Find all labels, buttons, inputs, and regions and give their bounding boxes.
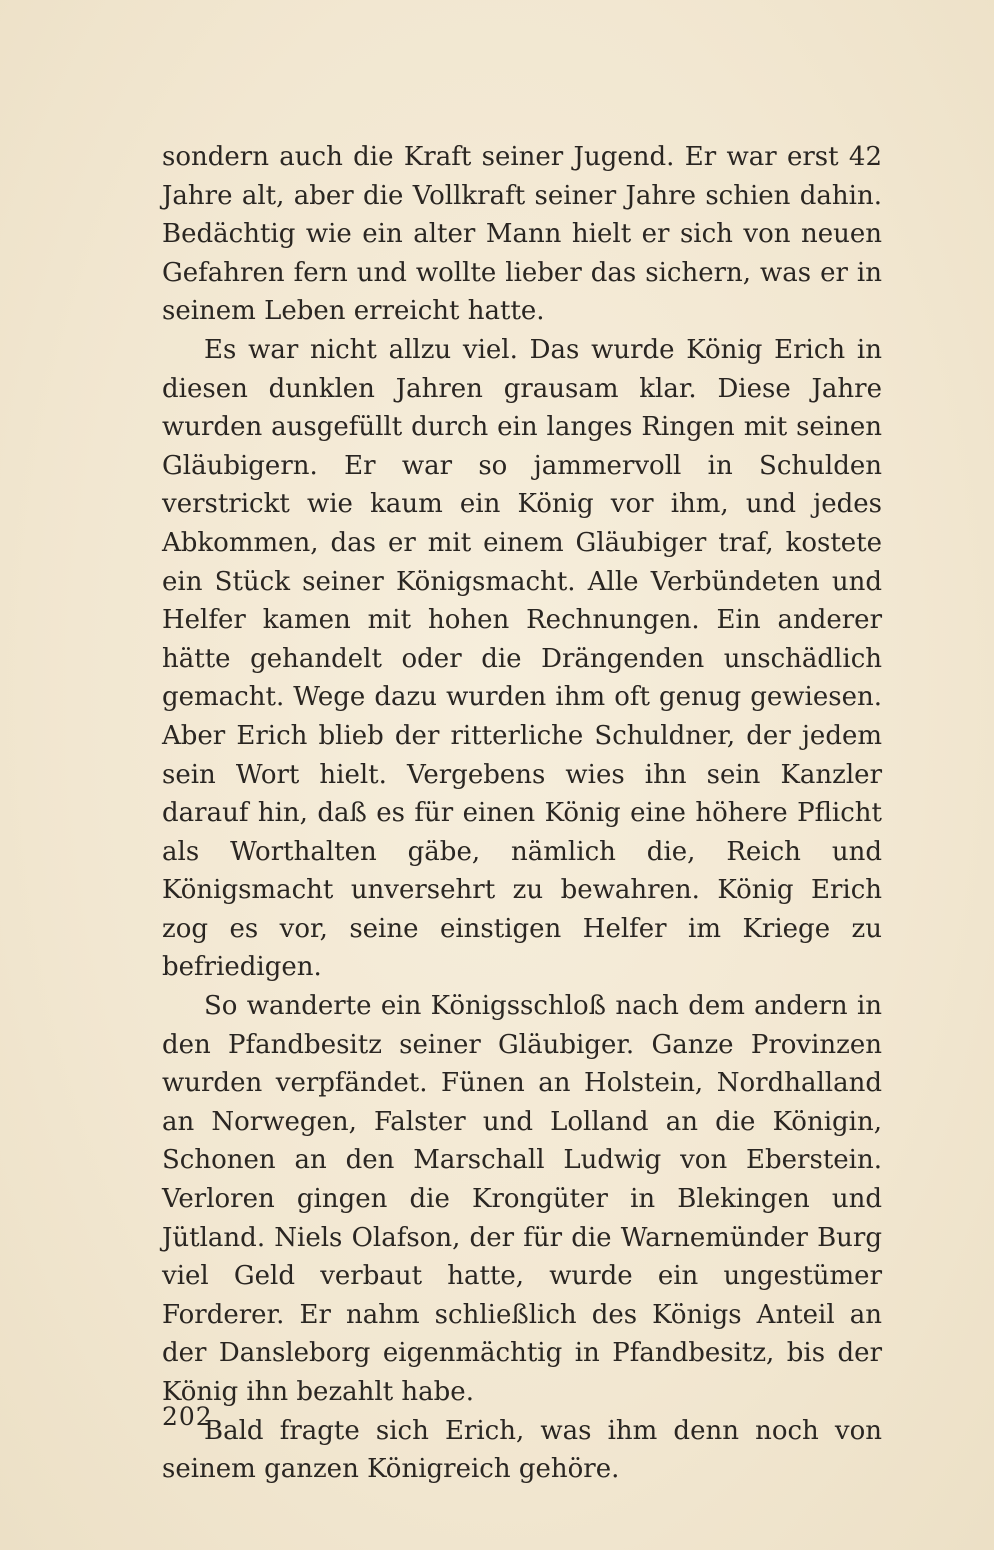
paragraph-1: sondern auch die Kraft seiner Jugend. Er war erst 42 Jahre alt, aber die Vollkraft seiner Jahre schien dahin. Bedächtig wie ein alter Mann hielt er sich von neuen Gefahren fern und wollte lieber das sichern, was er in seinem Leben erreicht hatte. (162, 142, 882, 327)
paragraph-4: Bald fragte sich Erich, was ihm denn noch von seinem ganzen Königreich gehöre. (162, 1415, 882, 1485)
paragraph-2: Es war nicht allzu viel. Das wurde König Erich in diesen dunklen Jahren grausam klar. Diese Jahre wurden ausgefüllt durch ein langes Ringen mit seinen Gläubigern. Er war so jammervoll in Schulden verstrickt wie kaum ein König vor ihm, und jedes Abkommen, das er mit einem Gläubiger traf, kostete ein Stück seiner Königsmacht. Alle Verbündeten und Helfer kamen mit hohen Rechnungen. Ein anderer hätte gehandelt oder die Drängenden unschädlich gemacht. Wege dazu wurden ihm oft genug gewiesen. Aber Erich blieb der ritterliche Schuldner, der jedem sein Wort hielt. Vergebens wies ihn sein Kanzler darauf hin, daß es für einen König eine höhere Pflicht als Worthalten gäbe, nämlich die, Reich und Königsmacht unversehrt zu bewahren. König Erich zog es vor, seine einstigen Helfer im Kriege zu befriedigen. (162, 334, 882, 983)
paragraph-3: So wanderte ein Königsschloß nach dem andern in den Pfandbesitz seiner Gläubiger. Ganze Provinzen wurden verpfändet. Fünen an Holstein, Nordhalland an Norwegen, Falster und Lolland an die Königin, Schonen an den Marschall Ludwig von Eberstein. Verloren gingen die Krongüter in Blekingen und Jütland. Niels Olafson, der für die Warnemünder Burg viel Geld verbaut hatte, wurde ein ungestümer Forderer. Er nahm schließlich des Königs Anteil an der Dansleborg eigenmächtig in Pfandbesitz, bis der König ihn bezahlt habe. (162, 991, 882, 1407)
page-number: 202 (162, 1402, 213, 1431)
body-text (162, 138, 882, 1489)
